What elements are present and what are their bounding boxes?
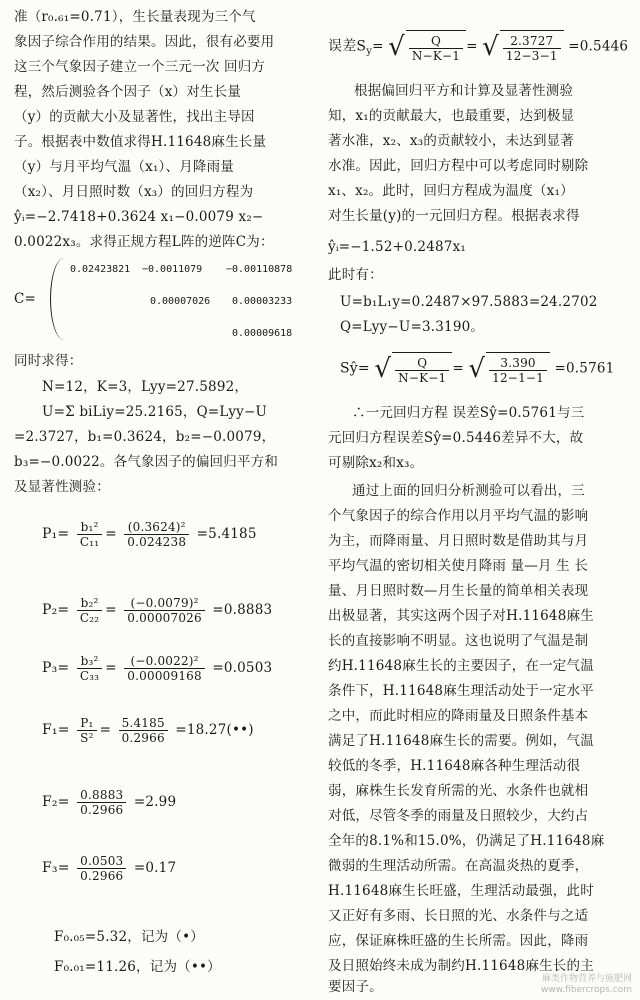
body-text-line: 之中，而此时相应的降雨量及日照条件基本 — [328, 708, 589, 724]
body-text-line: 微弱的生理活动所需。在高温炎热的夏季， — [328, 858, 589, 874]
body-text-line: 知，x₁的贡献最大，也最重要，达到极显 — [328, 108, 575, 124]
fraction — [77, 716, 96, 745]
eq-value: =2.99 — [133, 794, 177, 810]
equation-f3 — [42, 852, 176, 884]
eq-lhs: 误差S — [328, 38, 367, 55]
eq-value: =0.5446 — [568, 38, 629, 55]
numerator: Q — [395, 356, 449, 371]
body-text-line: 要因子。 — [328, 979, 383, 995]
body-text-line: 长的直接影响不明显。这也说明了气温是制 — [328, 633, 589, 649]
fraction — [119, 716, 168, 745]
eq-value: =0.0503 — [212, 660, 273, 676]
body-text-line: 约H.11648麻生长的主要因子，在一定气温 — [328, 658, 594, 674]
denominator: 0.00007026 — [127, 611, 202, 625]
body-text-line: 程，然后测验各个因子（x）对生长量 — [14, 84, 242, 100]
numerator: 5.4185 — [119, 716, 168, 731]
body-text-line: 0.0022x₃。求得正规方程L阵的逆阵C为： — [14, 234, 274, 250]
equation-p3: P₃= $\frac{\text{b₃²}}{\text{C₃₃}}$ = $\frac{\text{(−0.0022)²}}{0.00009168}$ =0.0503 — [42, 654, 273, 683]
eq-lhs: P₂= — [42, 602, 70, 618]
eq-value: =0.8883 — [212, 602, 273, 618]
fraction — [77, 854, 126, 883]
denominator: C₃₃ — [79, 669, 100, 683]
body-text-line: 对低，尽管冬季的雨量及日照较少，大约占 — [328, 808, 589, 824]
sqrt-icon: √ — [468, 354, 486, 384]
numerator: Q — [409, 34, 463, 49]
sqrt-icon: √ — [388, 32, 405, 62]
body-text-line: =2.3727，b₁=0.3624，b₂=−0.0079， — [14, 429, 276, 445]
numerator: b₂² — [77, 596, 102, 611]
body-text-line: x₁、x₂。此时，回归方程成为温度（x₁） — [328, 183, 574, 199]
numerator: 0.0503 — [77, 854, 126, 869]
body-text-line: 出极显著，其实这两个因子对H.11648麻生 — [328, 608, 594, 624]
critical-value-001: F₀.₀₁=11.26，记为（••） — [54, 959, 221, 975]
body-text-line: 对生长量(y)的一元回归方程。根据表求得 — [328, 208, 580, 224]
fraction — [124, 520, 189, 549]
eq-lhs: F₃= — [42, 860, 70, 876]
body-text-line: 及显著性测验： — [14, 479, 110, 495]
denominator: 0.2966 — [80, 869, 124, 883]
watermark-url: www.fibercrops.com — [541, 985, 632, 995]
body-text-line: 此时有： — [328, 267, 383, 283]
fraction — [489, 356, 547, 385]
denominator: 12−1−1 — [492, 371, 544, 385]
numerator: (−0.0079)² — [124, 596, 205, 611]
matrix-label: C= — [14, 291, 37, 307]
body-text-line: U=b₁L₁y=0.2487×97.5883=24.2702 — [340, 294, 598, 310]
body-text-line: 满足了H.11648麻生长的需要。例如，气温 — [328, 733, 594, 749]
eq-value: =18.27(••) — [175, 722, 254, 738]
body-text-line: （x₂）、月日照时数（x₃）的回归方程为 — [14, 184, 254, 200]
radicand — [500, 30, 564, 64]
body-text-line: U=Σ biLiy=25.2165，Q=Lyy−U — [42, 404, 268, 420]
matrix-cell: 0.00003233 — [232, 296, 293, 307]
body-text-line: N=12，K=3，Lyy=27.5892， — [42, 379, 249, 395]
body-text-line: 平均气温的密切相关使月降雨 量—月 生 长 — [328, 558, 589, 574]
equation-p2: P₂= $\frac{\text{b₂²}}{\text{C₂₂}}$ = $\frac{\text{(−0.0079)²}}{0.00007026}$ =0.8883 — [42, 596, 273, 625]
regression-equation: ŷᵢ=−2.7418+0.3624 x₁−0.0079 x₂− — [14, 209, 264, 225]
body-text-line: 应，保证麻株旺盛的生长所需。因此，降雨 — [328, 933, 589, 949]
body-text-line: 可剔除x₂和x₃。 — [328, 455, 424, 471]
radicand — [392, 352, 452, 386]
fraction — [77, 520, 102, 549]
body-text-line: （y）与月平均气温（x₁）、月降雨量 — [14, 159, 235, 175]
equation-error-one-variable: Sŷ= √ $\frac{Q}{N-K-1}$ = √ $\frac{3.390}{12-1-1}$ =0.5761 — [340, 354, 615, 385]
equation-error-three-variable: 误差$S_y=$ √ $\frac{Q}{N-K-1}$ = √ $\frac{2.3727}{12-3-1}$ =0.5446 — [328, 32, 629, 63]
eq-lhs: P₁= — [42, 526, 70, 542]
numerator: 0.8883 — [77, 788, 126, 803]
radicand — [406, 30, 466, 64]
denominator: C₁₁ — [79, 535, 100, 549]
numerator: 3.390 — [489, 356, 547, 371]
numerator: b₁² — [77, 520, 102, 535]
fraction — [77, 654, 102, 683]
matrix-cell: −0.0011079 — [142, 264, 203, 275]
numerator: (−0.0022)² — [124, 654, 205, 669]
inverse-matrix-c — [50, 258, 320, 342]
matrix-cell: 0.00009618 — [232, 328, 293, 339]
body-text-line: 为主，而降雨量、月日照时数是借助其与月 — [328, 533, 589, 549]
sqrt-icon: √ — [374, 354, 392, 384]
body-text-line: 子。根据表中数值求得H.11648麻生长量 — [14, 134, 267, 150]
denominator: 0.00009168 — [127, 669, 202, 683]
radicand — [486, 352, 550, 386]
eq-value: =0.5761 — [554, 360, 615, 377]
body-text-line: 著水准，x₂、x₃的贡献较小，未达到显著 — [328, 133, 575, 149]
fraction — [77, 788, 126, 817]
body-text-line: 及日照始终未成为制约H.11648麻生长的主 — [328, 958, 594, 974]
body-text-line: 弱，麻株生长发育所需的光、水条件也就相 — [328, 783, 589, 799]
simple-regression-equation: ŷᵢ=−1.52+0.2487x₁ — [328, 239, 466, 255]
body-text-line: 元回归方程误差Sŷ=0.5446差异不大，故 — [328, 430, 584, 446]
eq-lhs: P₃= — [42, 660, 70, 676]
equation-p1: P₁= $\frac{\text{b₁²}}{\text{C₁₁}}$ = $\frac{\text{(0.3624)²}}{0.024238}$ =5.4185 — [42, 520, 257, 549]
matrix-bracket — [50, 258, 65, 340]
body-text-line: 通过上面的回归分析测验可以看出，三 — [352, 483, 585, 499]
matrix-cell: −0.00110878 — [226, 264, 293, 275]
body-text-line: 个气象因子的综合作用以月平均气温的影响 — [328, 508, 589, 524]
denominator: 12−3−1 — [505, 49, 558, 63]
body-text-line: 条件下，H.11648麻生理活动处于一定水平 — [328, 683, 594, 699]
sqrt-icon: √ — [482, 32, 499, 62]
body-text-line: 全年的8.1%和15.0%，仍满足了H.11648麻 — [328, 833, 605, 849]
body-text-line: 较低的冬季，H.11648麻各种生理活动很 — [328, 758, 581, 774]
body-text-line: （y）的贡献大小及显著性，找出主导因 — [14, 109, 255, 125]
eq-lhs: F₁= — [42, 722, 70, 738]
body-text-line: 象因子综合作用的结果。因此，很有必要用 — [14, 34, 275, 50]
body-text-line: 又正好有多雨、长日照的光、水条件与之适 — [328, 908, 589, 924]
eq-lhs: F₂= — [42, 794, 70, 810]
body-text-line: H.11648麻生长旺盛，生理活动最强，此时 — [328, 883, 594, 899]
site-watermark — [541, 974, 632, 996]
body-text-line: 同时求得： — [14, 353, 83, 369]
watermark-name: 麻类作物营养与施肥网 — [541, 974, 632, 984]
denominator: N−K−1 — [411, 49, 461, 63]
fraction — [124, 596, 205, 625]
numerator: 2.3727 — [503, 34, 561, 49]
body-text-line: 这三个气象因子建立一个三元一次 回归方 — [14, 59, 266, 75]
fraction — [409, 34, 463, 63]
matrix-cell: 0.00007026 — [150, 296, 211, 307]
denominator: 0.024238 — [127, 535, 187, 549]
equation-f1: F₁= $\frac{\text{P₁}}{\text{S²}}$ = $\frac{5.4185}{0.2966}$ =18.27(••) — [42, 716, 254, 745]
body-text-line: 根据偏回归平方和计算及显著性测验 — [354, 83, 574, 99]
denominator: 0.2966 — [80, 803, 124, 817]
denominator: 0.2966 — [121, 731, 165, 745]
eq-value: =5.4185 — [196, 526, 257, 542]
matrix-cell: 0.02423821 — [70, 264, 131, 275]
body-text-line: 水准。因此，回归方程中可以考虑同时剔除 — [328, 158, 589, 174]
body-text-line: b₃=−0.0022。各气象因子的偏回归平方和 — [14, 454, 279, 470]
equation-f2 — [42, 786, 176, 818]
fraction — [124, 654, 205, 683]
body-text-line: 准（r₀.₆₁=0.71），生长量表现为三个气 — [14, 9, 256, 25]
body-text-line: ∴一元回归方程 误差Sŷ=0.5761与三 — [352, 405, 585, 421]
eq-value: =0.17 — [133, 860, 177, 876]
denominator: C₂₂ — [79, 611, 100, 625]
eq-subscript: y — [366, 46, 373, 58]
numerator: P₁ — [77, 716, 96, 731]
body-text-line: 量、月日照时数—月生长量的简单相关表现 — [328, 583, 589, 599]
numerator: b₃² — [77, 654, 102, 669]
fraction — [503, 34, 561, 63]
fraction — [77, 596, 102, 625]
denominator: S² — [80, 731, 94, 745]
body-text-line: Q=Lyy−U=3.3190。 — [340, 319, 485, 335]
critical-value-005: F₀.₀₅=5.32，记为（•） — [54, 929, 204, 945]
numerator: (0.3624)² — [124, 520, 189, 535]
eq-lhs: Sŷ= — [340, 360, 370, 377]
fraction — [395, 356, 449, 385]
denominator: N−K−1 — [398, 371, 447, 385]
